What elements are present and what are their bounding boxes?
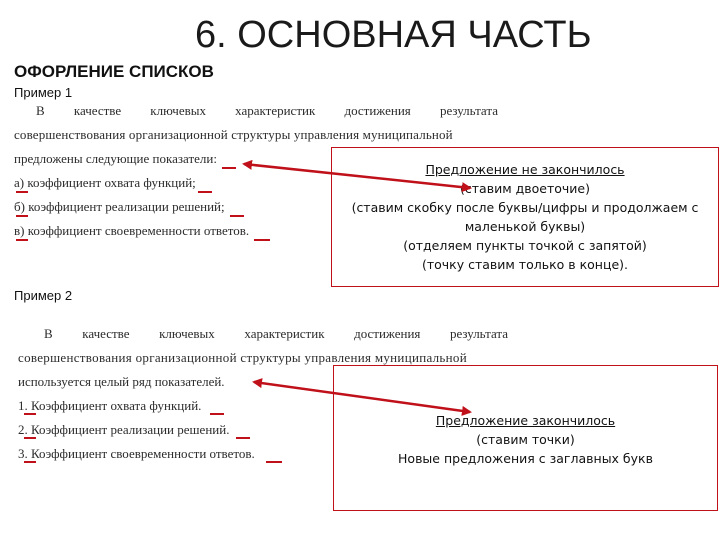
callout-line: (ставим скобку после буквы/цифры и продолжаем с (351, 200, 699, 215)
example-1-line-3: предложены следующие показатели: (14, 151, 217, 166)
example-1-item-c: в) коэффициент своевременности ответов. (14, 223, 250, 238)
callout-line: (ставим точки) (476, 432, 575, 447)
example-1-line-2: совершенствования организационной структуры управления муниципальной (14, 127, 453, 142)
callout-line: маленькой буквы) (464, 219, 586, 234)
word: ключевых (150, 103, 206, 118)
example-2-item-3: 3. Коэффициент своевременности ответов. (18, 446, 255, 461)
word: достижения (344, 103, 411, 118)
slide-subtitle: ОФОРЛЕНИЕ СПИСКОВ (14, 62, 214, 81)
callout-line: (ставим двоеточие) (460, 181, 590, 196)
slide-title: 6. ОСНОВНАЯ ЧАСТЬ (195, 14, 592, 56)
word: В (44, 326, 53, 341)
callout-heading: Предложение не закончилось (425, 162, 625, 177)
word: результата (449, 326, 508, 341)
example-1-label: Пример 1 (14, 85, 73, 100)
example-1-item-a: а) коэффициент охвата функций; (14, 175, 196, 190)
double-arrow-2 (254, 382, 470, 412)
example-2-label: Пример 2 (14, 288, 73, 303)
word: достижения (354, 326, 421, 341)
word: характеристик (244, 326, 325, 341)
example-2-item-2: 2. Коэффициент реализации решений. (18, 422, 230, 437)
word: характеристик (235, 103, 316, 118)
callout-line: (точку ставим только в конце). (421, 257, 629, 272)
example-2-line-3: используется целый ряд показателей. (18, 374, 225, 389)
example-2-line-2: совершенствования организационной структуры управления муниципальной (18, 350, 467, 365)
example-1-item-b: б) коэффициент реализации решений; (14, 199, 225, 214)
double-arrow-1 (244, 164, 470, 188)
word: качестве (73, 103, 122, 118)
word: В (36, 103, 45, 118)
word: качестве (82, 326, 130, 341)
callout-line: Новые предложения с заглавных букв (398, 451, 653, 466)
callout-line: (отделяем пункты точкой с запятой) (403, 238, 647, 253)
example-2-item-1: 1. Коэффициент охвата функций. (18, 398, 202, 413)
callout-heading: Предложение закончилось (435, 413, 616, 428)
word: ключевых (159, 326, 215, 341)
word: результата (439, 103, 498, 118)
